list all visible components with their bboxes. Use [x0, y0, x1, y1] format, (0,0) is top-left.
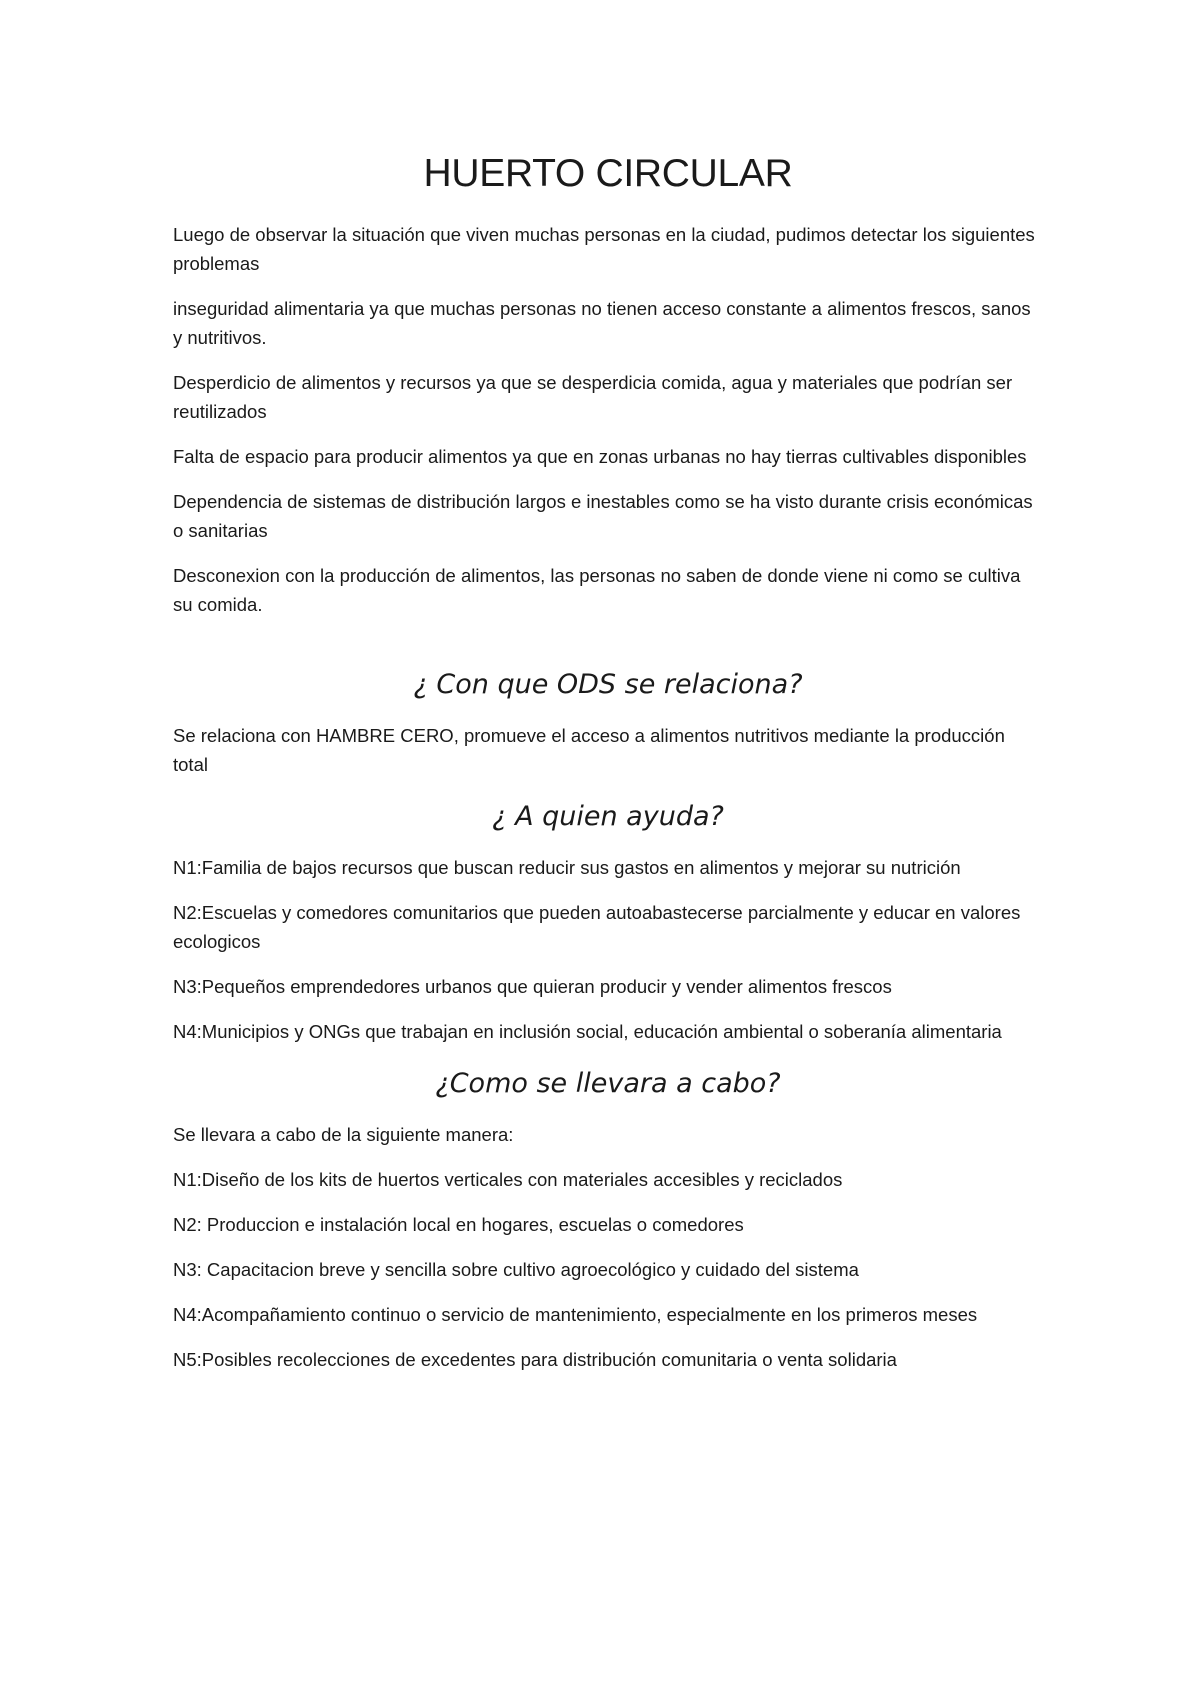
- ayuda-item: N1:Familia de bajos recursos que buscan reducir sus gastos en alimentos y mejorar su nutrición: [173, 857, 961, 878]
- cabo-item: N2: Produccion e instalación local en hogares, escuelas o comedores: [173, 1214, 744, 1235]
- ods-heading: ¿ Con que ODS se relaciona?: [413, 669, 803, 700]
- cabo-item: N3: Capacitacion breve y sencilla sobre cultivo agroecológico y cuidado del sistema: [173, 1259, 859, 1280]
- cabo-item: N5:Posibles recolecciones de excedentes para distribución comunitaria o venta solidaria: [173, 1349, 897, 1370]
- problem-item: Dependencia de sistemas de distribución largos e inestables como se ha visto durante crisis económicas o sanitarias: [173, 491, 1033, 541]
- intro-paragraph: Luego de observar la situación que viven muchas personas en la ciudad, pudimos detectar los siguientes problemas: [173, 224, 1035, 274]
- cabo-item: N4:Acompañamiento continuo o servicio de mantenimiento, especialmente en los primeros meses: [173, 1304, 978, 1325]
- ayuda-heading: ¿ A quien ayuda?: [492, 801, 724, 832]
- document-body: [173, 150, 1043, 1390]
- problem-item: Falta de espacio para producir alimentos ya que en zonas urbanas no hay tierras cultivables disponibles: [173, 446, 1027, 467]
- ayuda-item: N4:Municipios y ONGs que trabajan en inclusión social, educación ambiental o soberanía alimentaria: [173, 1021, 1002, 1042]
- ods-paragraph: Se relaciona con HAMBRE CERO, promueve el acceso a alimentos nutritivos mediante la producción total: [173, 725, 1005, 775]
- cabo-item: N1:Diseño de los kits de huertos verticales con materiales accesibles y reciclados: [173, 1169, 843, 1190]
- problem-item: Desperdicio de alimentos y recursos ya que se desperdicia comida, agua y materiales que podrían ser reutilizados: [173, 372, 1013, 422]
- cabo-intro: Se llevara a cabo de la siguiente manera:: [173, 1124, 514, 1145]
- ayuda-item: N2:Escuelas y comedores comunitarios que pueden autoabastecerse parcialmente y educar en valores ecologicos: [173, 902, 1021, 952]
- problem-item: Desconexion con la producción de alimentos, las personas no saben de donde viene ni como se cultiva su comida.: [173, 565, 1021, 615]
- document-title: HUERTO CIRCULAR: [423, 152, 793, 195]
- ayuda-item: N3:Pequeños emprendedores urbanos que quieran producir y vender alimentos frescos: [173, 976, 892, 997]
- cabo-heading: ¿Como se llevara a cabo?: [435, 1068, 781, 1099]
- problem-item: inseguridad alimentaria ya que muchas personas no tienen acceso constante a alimentos frescos, sanos y nutritivos.: [173, 298, 1031, 348]
